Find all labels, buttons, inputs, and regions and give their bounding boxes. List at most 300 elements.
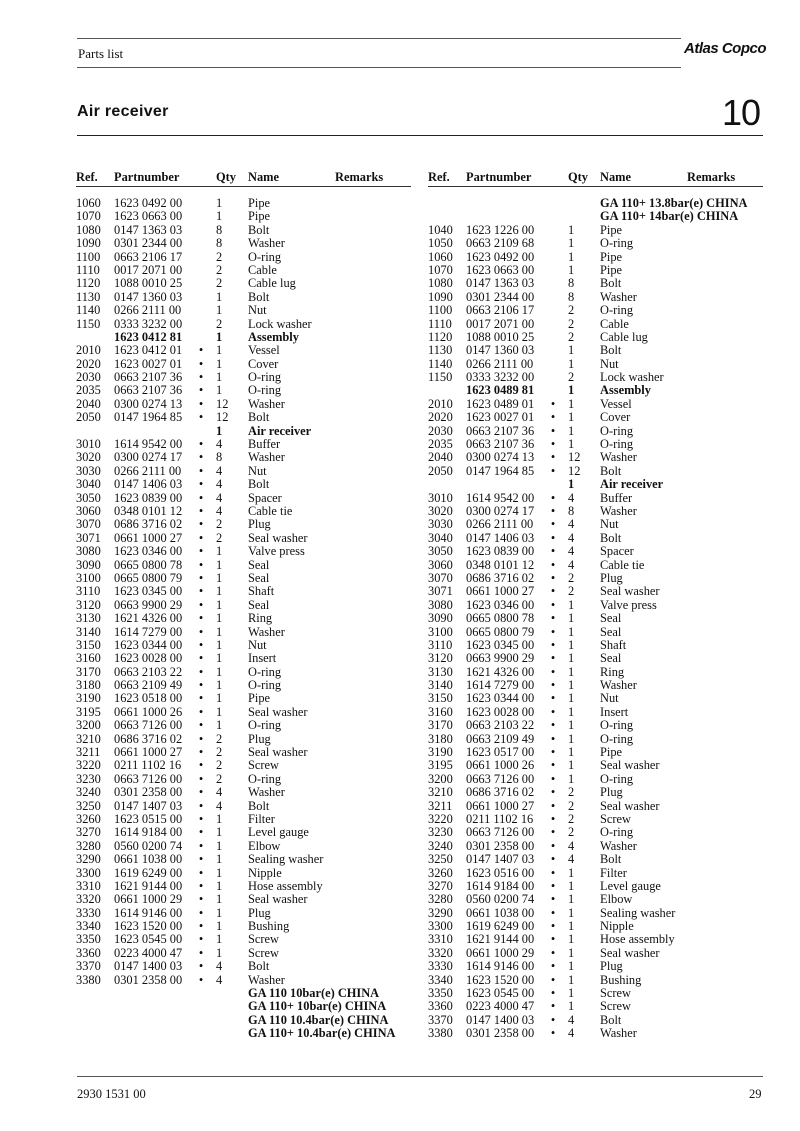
partnumber-cell: 0301 2358 00 (466, 838, 535, 853)
name-cell: Cable lug (600, 329, 648, 344)
table-row (76, 974, 411, 987)
ref-cell: 3070 (76, 517, 101, 532)
name-cell: Plug (600, 959, 623, 974)
table-row (428, 612, 763, 625)
table-row (76, 746, 411, 759)
table-row (76, 907, 411, 920)
table-row (428, 880, 763, 893)
name-cell: Bolt (600, 1012, 622, 1027)
qty-cell: 1 (568, 878, 575, 893)
name-cell: Pipe (600, 262, 623, 277)
ref-cell: 3071 (76, 530, 101, 545)
partnumber-cell: 1619 6249 00 (114, 865, 183, 880)
marker-cell: • (550, 678, 556, 693)
partnumber-cell: 0663 2109 49 (114, 678, 183, 693)
name-cell: GA 110 10bar(e) CHINA (248, 986, 380, 1001)
qty-cell: 1 (568, 597, 575, 612)
ref-cell: 1070 (428, 262, 453, 277)
marker-cell: • (198, 624, 204, 639)
name-cell: O-ring (248, 678, 282, 693)
table-row (76, 639, 411, 652)
footer-page-number: 29 (749, 1087, 762, 1101)
ref-cell: 2040 (76, 396, 101, 411)
marker-cell: • (550, 423, 556, 438)
ref-cell: 3270 (428, 878, 453, 893)
qty-cell: 8 (216, 236, 223, 251)
name-cell: Lock washer (248, 316, 312, 331)
ref-cell: 3211 (76, 745, 101, 760)
qty-cell: 1 (568, 919, 575, 934)
partnumber-cell: 0017 2071 00 (114, 262, 183, 277)
name-cell: Cable (600, 316, 629, 331)
marker-cell: • (198, 704, 204, 719)
marker-cell: • (550, 838, 556, 853)
partnumber-cell: 0663 7126 00 (466, 771, 535, 786)
ref-cell: 3210 (428, 785, 453, 800)
partnumber-cell: 0300 0274 17 (466, 503, 535, 518)
table-row (428, 933, 763, 946)
table-row (76, 264, 411, 277)
marker-cell: • (550, 972, 556, 987)
partnumber-cell: 0223 4000 47 (114, 945, 183, 960)
name-cell: Filter (248, 811, 275, 826)
ref-cell: 3030 (76, 463, 101, 478)
qty-cell: 2 (568, 798, 575, 813)
name-cell: Washer (248, 236, 285, 251)
qty-cell: 4 (216, 477, 223, 492)
partnumber-cell: 1623 0412 01 (114, 343, 183, 358)
marker-cell: • (198, 584, 204, 599)
ref-cell: 3360 (428, 999, 453, 1014)
name-cell: Plug (600, 785, 623, 800)
name-cell: Elbow (600, 892, 633, 907)
partnumber-cell: 0147 1964 85 (114, 410, 183, 425)
ref-cell: 3230 (428, 825, 453, 840)
table-row (428, 759, 763, 772)
table-row (428, 947, 763, 960)
name-cell: Assembly (600, 383, 651, 398)
ref-cell: 3330 (76, 905, 101, 920)
name-cell: Washer (248, 396, 285, 411)
qty-cell: 1 (568, 477, 575, 492)
marker-cell: • (550, 570, 556, 585)
ref-cell: 1050 (428, 236, 453, 251)
partnumber-cell: 1623 0345 00 (466, 637, 535, 652)
qty-cell: 1 (216, 932, 223, 947)
partnumber-cell: 0663 9900 29 (466, 651, 535, 666)
table-row (76, 692, 411, 705)
partnumber-cell: 0663 2106 17 (466, 303, 535, 318)
name-cell: Seal (600, 624, 622, 639)
partnumber-cell: 1623 1520 00 (114, 919, 183, 934)
qty-cell: 1 (568, 945, 575, 960)
partnumber-cell: 0663 2109 68 (466, 236, 535, 251)
qty-cell: 2 (216, 316, 223, 331)
partnumber-cell: 0147 1407 03 (114, 798, 183, 813)
partnumber-cell: 0661 1000 29 (114, 892, 183, 907)
name-cell: Cable (248, 262, 277, 277)
marker-cell: • (550, 932, 556, 947)
ref-cell: 3211 (428, 798, 453, 813)
table-row (76, 291, 411, 304)
partnumber-cell: 0661 1000 26 (466, 758, 535, 773)
qty-cell: 8 (568, 289, 575, 304)
table-row (428, 425, 763, 438)
ref-cell: 3290 (76, 852, 101, 867)
name-cell: Bolt (600, 343, 622, 358)
marker-cell: • (550, 892, 556, 907)
qty-cell: 1 (568, 383, 575, 398)
marker-cell: • (550, 396, 556, 411)
ref-cell: 3040 (76, 477, 101, 492)
partnumber-cell: 0266 2111 00 (466, 517, 534, 532)
name-cell: Bolt (248, 477, 270, 492)
partnumber-cell: 0211 1102 16 (114, 758, 182, 773)
name-cell: Buffer (248, 437, 281, 452)
marker-cell: • (198, 892, 204, 907)
partnumber-cell: 1623 0545 00 (466, 986, 535, 1001)
name-cell: Nipple (248, 865, 282, 880)
partnumber-cell: 0661 1000 27 (114, 530, 183, 545)
table-row (76, 505, 411, 518)
partnumber-cell: 0301 2358 00 (114, 972, 183, 987)
qty-cell: 2 (216, 276, 223, 291)
partnumber-cell: 1088 0010 25 (466, 329, 535, 344)
qty-cell: 1 (216, 329, 223, 344)
partnumber-cell: 0147 1406 03 (466, 530, 535, 545)
name-cell: Spacer (600, 544, 634, 559)
partnumber-cell: 0663 2103 22 (114, 664, 183, 679)
ref-cell: 1040 (428, 222, 453, 237)
partnumber-cell: 0661 1000 27 (114, 745, 183, 760)
qty-cell: 1 (568, 892, 575, 907)
name-cell: Nut (248, 463, 267, 478)
name-cell: Ring (248, 611, 273, 626)
name-cell: O-ring (248, 383, 282, 398)
marker-cell: • (550, 919, 556, 934)
qty-cell: 12 (568, 463, 581, 478)
qty-cell: 1 (568, 611, 575, 626)
table-row (76, 840, 411, 853)
table-row (428, 867, 763, 880)
marker-cell: • (550, 450, 556, 465)
name-cell: GA 110+ 10bar(e) CHINA (248, 999, 387, 1014)
marker-cell: • (550, 852, 556, 867)
partnumber-cell: 0663 2103 22 (466, 718, 535, 733)
partnumber-cell: 1623 0492 00 (114, 196, 183, 210)
name-cell: Bolt (600, 276, 622, 291)
ref-cell: 3080 (76, 544, 101, 559)
table-row (428, 719, 763, 732)
table-row (428, 251, 763, 264)
marker-cell: • (198, 597, 204, 612)
section-title: Air receiver (77, 103, 169, 120)
name-cell: O-ring (248, 249, 282, 264)
marker-cell: • (198, 798, 204, 813)
name-cell: Pipe (248, 209, 271, 224)
partnumber-cell: 0686 3716 02 (114, 517, 183, 532)
table-row (76, 237, 411, 250)
qty-cell: 1 (568, 637, 575, 652)
name-cell: Washer (248, 624, 285, 639)
marker-cell: • (198, 745, 204, 760)
partnumber-cell: 0686 3716 02 (466, 570, 535, 585)
qty-cell: 1 (216, 209, 223, 224)
qty-cell: 8 (568, 503, 575, 518)
marker-cell: • (198, 865, 204, 880)
title-rule (77, 135, 763, 136)
marker-cell: • (550, 865, 556, 880)
footer-doc-number: 2930 1531 00 (77, 1087, 146, 1101)
marker-cell: • (198, 570, 204, 585)
qty-cell: 2 (568, 316, 575, 331)
ref-cell: 1080 (428, 276, 453, 291)
ref-cell: 3200 (76, 718, 101, 733)
name-cell: Seal (248, 557, 270, 572)
qty-cell: 2 (568, 370, 575, 385)
qty-cell: 4 (216, 959, 223, 974)
qty-cell: 1 (568, 437, 575, 452)
table-row (76, 773, 411, 786)
marker-cell: • (550, 637, 556, 652)
qty-cell: 4 (568, 557, 575, 572)
name-cell: Seal (600, 611, 622, 626)
partnumber-cell: 0147 1400 03 (466, 1012, 535, 1027)
header-label: Parts list (78, 46, 124, 61)
ref-cell: 2020 (76, 356, 101, 371)
table-row (428, 974, 763, 987)
table-row (428, 344, 763, 357)
partnumber-cell: 1614 7279 00 (466, 678, 535, 693)
ref-cell: 2030 (428, 423, 453, 438)
partnumber-cell: 0348 0101 12 (466, 557, 535, 572)
marker-cell: • (550, 878, 556, 893)
table-row (76, 492, 411, 505)
table-row (76, 384, 411, 397)
name-cell: O-ring (248, 370, 282, 385)
marker-cell: • (198, 370, 204, 385)
parts-table-right (428, 168, 763, 1041)
name-cell: O-ring (600, 437, 634, 452)
ref-cell: 3130 (428, 664, 453, 679)
marker-cell: • (550, 811, 556, 826)
name-cell: Cover (600, 410, 631, 425)
name-cell: Vessel (600, 396, 632, 411)
qty-cell: 2 (216, 517, 223, 532)
table-row (428, 197, 763, 210)
partnumber-cell: 1614 9184 00 (466, 878, 535, 893)
name-cell: O-ring (600, 423, 634, 438)
table-row (428, 438, 763, 451)
ref-cell: 2035 (428, 437, 453, 452)
qty-cell: 1 (568, 731, 575, 746)
qty-cell: 1 (568, 249, 575, 264)
table-row (76, 331, 411, 344)
table-rows (76, 197, 411, 1041)
ref-cell: 3220 (428, 811, 453, 826)
name-cell: Washer (600, 838, 637, 853)
name-cell: Spacer (248, 490, 282, 505)
ref-cell: 1060 (76, 196, 101, 210)
ref-cell: 3010 (76, 437, 101, 452)
ref-cell: 3150 (76, 637, 101, 652)
partnumber-cell: 0686 3716 02 (466, 785, 535, 800)
name-cell: Bolt (248, 798, 270, 813)
partnumber-cell: 0663 2107 36 (466, 437, 535, 452)
table-row (428, 813, 763, 826)
marker-cell: • (198, 611, 204, 626)
qty-cell: 1 (216, 664, 223, 679)
marker-cell: • (198, 811, 204, 826)
qty-cell: 1 (568, 745, 575, 760)
name-cell: Screw (248, 932, 279, 947)
ref-cell: 1080 (76, 222, 101, 237)
table-row (76, 893, 411, 906)
qty-cell: 1 (568, 691, 575, 706)
name-cell: Seal washer (248, 704, 308, 719)
marker-cell: • (198, 530, 204, 545)
table-row (428, 237, 763, 250)
table-row (428, 465, 763, 478)
qty-cell: 1 (216, 905, 223, 920)
marker-cell: • (550, 731, 556, 746)
marker-cell: • (198, 343, 204, 358)
ref-cell: 3050 (76, 490, 101, 505)
name-cell: GA 110+ 10.4bar(e) CHINA (248, 1026, 396, 1041)
partnumber-cell: 1623 0663 00 (114, 209, 183, 224)
ref-cell: 2020 (428, 410, 453, 425)
qty-cell: 4 (568, 490, 575, 505)
name-cell: O-ring (248, 771, 282, 786)
marker-cell: • (198, 503, 204, 518)
table-row (76, 545, 411, 558)
partnumber-cell: 0301 2344 00 (466, 289, 535, 304)
marker-cell: • (198, 932, 204, 947)
ref-cell: 1060 (428, 249, 453, 264)
partnumber-cell: 0266 2111 00 (114, 303, 182, 318)
ref-cell: 1150 (76, 316, 101, 331)
partnumber-cell: 0663 2107 36 (114, 383, 183, 398)
qty-cell: 4 (568, 838, 575, 853)
partnumber-cell: 1623 0028 00 (114, 651, 183, 666)
qty-cell: 1 (216, 919, 223, 934)
marker-cell: • (550, 718, 556, 733)
ref-cell: 3020 (428, 503, 453, 518)
table-row (428, 331, 763, 344)
partnumber-cell: 0665 0800 79 (466, 624, 535, 639)
partnumber-cell: 0661 1000 29 (466, 945, 535, 960)
ref-cell: 3280 (428, 892, 453, 907)
table-row (428, 318, 763, 331)
marker-cell: • (198, 463, 204, 478)
name-cell: Washer (600, 503, 637, 518)
partnumber-cell: 0665 0800 78 (466, 611, 535, 626)
table-row (76, 411, 411, 424)
marker-cell: • (550, 490, 556, 505)
name-cell: Pipe (248, 691, 271, 706)
table-row (428, 505, 763, 518)
table-row (76, 585, 411, 598)
table-row (76, 867, 411, 880)
table-row (428, 304, 763, 317)
qty-cell: 2 (568, 570, 575, 585)
qty-cell: 1 (568, 905, 575, 920)
table-row (76, 733, 411, 746)
name-cell: Sealing washer (600, 905, 676, 920)
name-cell: Sealing washer (248, 852, 324, 867)
partnumber-cell: 1621 4326 00 (114, 611, 183, 626)
table-row (428, 733, 763, 746)
ref-cell: 3220 (76, 758, 101, 773)
qty-cell: 1 (216, 611, 223, 626)
table-row (428, 853, 763, 866)
marker-cell: • (198, 383, 204, 398)
qty-cell: 8 (216, 450, 223, 465)
name-cell: Cover (248, 356, 279, 371)
table-row (76, 398, 411, 411)
qty-cell: 1 (216, 624, 223, 639)
qty-cell: 4 (568, 1012, 575, 1027)
qty-cell: 1 (568, 758, 575, 773)
table-row (428, 478, 763, 491)
marker-cell: • (198, 878, 204, 893)
name-cell: Washer (248, 972, 285, 987)
partnumber-cell: 1621 9144 00 (466, 932, 535, 947)
name-cell: Bushing (248, 919, 290, 934)
name-cell: O-ring (600, 731, 634, 746)
qty-cell: 12 (568, 450, 581, 465)
name-cell: Lock washer (600, 370, 664, 385)
ref-cell: 3240 (76, 785, 101, 800)
table-row (428, 826, 763, 839)
marker-cell: • (550, 463, 556, 478)
name-cell: Pipe (248, 196, 271, 210)
col-ref-header: Ref. (76, 170, 98, 184)
partnumber-cell: 1623 0839 00 (466, 544, 535, 559)
partnumber-cell: 0266 2111 00 (114, 463, 182, 478)
partnumber-cell: 0333 3232 00 (466, 370, 535, 385)
partnumber-cell: 1623 0344 00 (466, 691, 535, 706)
ref-cell: 3140 (76, 624, 101, 639)
partnumber-cell: 1619 6249 00 (466, 919, 535, 934)
marker-cell: • (550, 597, 556, 612)
table-row (76, 960, 411, 973)
partnumber-cell: 1614 9184 00 (114, 825, 183, 840)
name-cell: Hose assembly (248, 878, 323, 893)
marker-cell: • (198, 637, 204, 652)
qty-cell: 4 (568, 530, 575, 545)
name-cell: O-ring (600, 236, 634, 251)
ref-cell: 3060 (76, 503, 101, 518)
ref-cell: 3370 (428, 1012, 453, 1027)
partnumber-cell: 1623 0517 00 (466, 745, 535, 760)
qty-cell: 1 (216, 557, 223, 572)
ref-cell: 3300 (76, 865, 101, 880)
partnumber-cell: 0663 2107 36 (466, 423, 535, 438)
name-cell: Washer (600, 678, 637, 693)
table-row (428, 679, 763, 692)
name-cell: Plug (248, 517, 271, 532)
ref-cell: 3040 (428, 530, 453, 545)
ref-cell: 3200 (428, 771, 453, 786)
marker-cell: • (198, 517, 204, 532)
marker-cell: • (198, 544, 204, 559)
ref-cell: 3050 (428, 544, 453, 559)
ref-cell: 1140 (76, 303, 101, 318)
qty-cell: 1 (568, 771, 575, 786)
name-cell: Seal washer (600, 584, 660, 599)
ref-cell: 3190 (428, 745, 453, 760)
